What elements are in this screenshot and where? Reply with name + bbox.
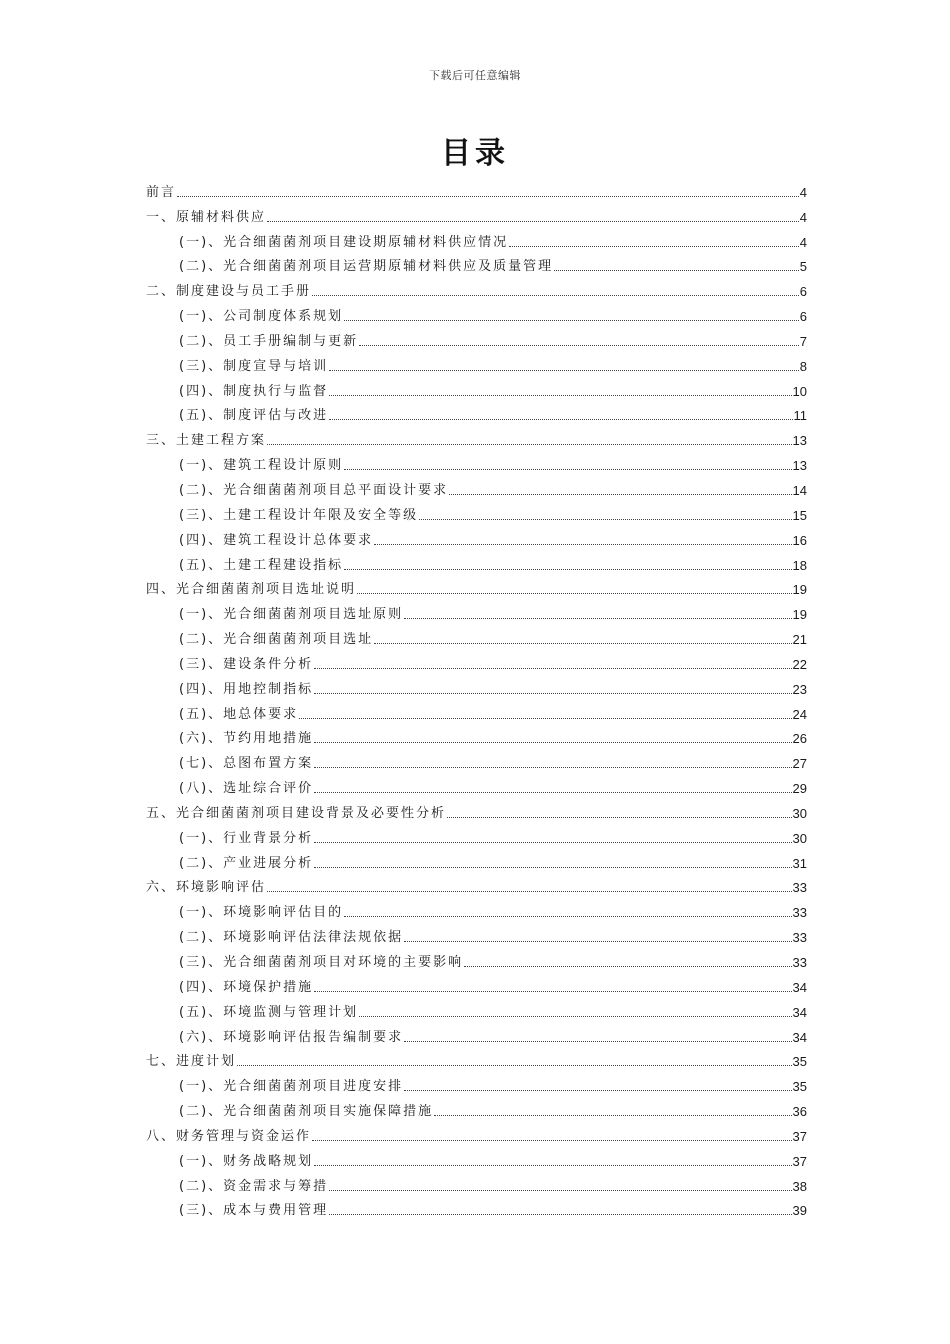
toc-section-entry[interactable]: [146, 996, 807, 1021]
toc-section-entry[interactable]: [146, 896, 807, 921]
toc-page-number: 35: [792, 1054, 807, 1070]
toc-dot-leader: [344, 916, 791, 917]
toc-title: 目录: [441, 136, 509, 171]
toc-entry-label: 一、原辅材料供应: [146, 209, 267, 225]
toc-page-number: 6: [799, 309, 807, 325]
toc-page-number: 19: [792, 582, 807, 598]
toc-page-number: 13: [792, 433, 807, 449]
toc-dot-leader: [447, 817, 792, 818]
toc-section-entry[interactable]: [146, 400, 807, 425]
toc-entry-label: 四、光合细菌菌剂项目选址说明: [146, 582, 357, 598]
toc-entry-label: (四)、环境保护措施: [179, 979, 314, 995]
toc-entry-label: 七、进度计划: [146, 1054, 237, 1070]
toc-entry-label: (三)、制度宣导与培训: [179, 358, 329, 374]
toc-entry-label: (一)、光合细菌菌剂项目建设期原辅材料供应情况: [179, 234, 509, 250]
toc-dot-leader: [329, 370, 799, 371]
toc-entry-label: 六、环境影响评估: [146, 880, 267, 896]
toc-page-number: 26: [792, 731, 807, 747]
toc-entry-label: 五、光合细菌菌剂项目建设背景及必要性分析: [146, 805, 447, 821]
toc-dot-leader: [329, 419, 792, 420]
toc-dot-leader: [374, 643, 791, 644]
toc-page-number: 34: [792, 1004, 807, 1020]
toc-dot-leader: [314, 842, 791, 843]
toc-entry-label: (二)、光合细菌菌剂项目选址: [179, 632, 374, 648]
toc-section-entry[interactable]: [146, 1195, 807, 1220]
toc-page-number: 11: [793, 408, 807, 424]
toc-dot-leader: [314, 742, 791, 743]
toc-page-number: 13: [792, 458, 807, 474]
toc-entry-label: (三)、光合细菌菌剂项目对环境的主要影响: [179, 955, 464, 970]
toc-page-number: 4: [799, 184, 807, 200]
toc-entry-label: (二)、资金需求与筹措: [179, 1178, 329, 1194]
toc-section-entry[interactable]: [146, 673, 807, 698]
toc-section-entry[interactable]: [146, 598, 807, 623]
toc-section-entry[interactable]: [146, 747, 807, 772]
toc-section-entry[interactable]: [146, 375, 807, 400]
toc-chapter-entry[interactable]: [146, 797, 807, 822]
toc-section-entry[interactable]: [146, 1021, 807, 1046]
toc-entry-label: (四)、建筑工程设计总体要求: [179, 532, 374, 548]
toc-page-number: 33: [792, 905, 807, 921]
toc-page-number: 34: [792, 1029, 807, 1045]
toc-page-number: 36: [792, 1104, 807, 1120]
toc-chapter-entry[interactable]: [146, 872, 807, 897]
toc-entry-label: (二)、光合细菌菌剂项目总平面设计要求: [179, 482, 449, 498]
toc-dot-leader: [449, 494, 791, 495]
toc-entry-label: 三、土建工程方案: [146, 433, 267, 449]
toc-dot-leader: [464, 966, 791, 967]
toc-section-entry[interactable]: [146, 449, 807, 474]
toc-entry-label: (五)、制度评估与改进: [179, 408, 329, 424]
toc-entry-label: (一)、光合细菌菌剂项目选址原则: [179, 607, 404, 623]
toc-entry-label: (三)、土建工程设计年限及安全等级: [179, 507, 419, 523]
toc-dot-leader: [314, 1165, 791, 1166]
toc-section-entry[interactable]: [146, 946, 807, 971]
toc-entry-label: (二)、环境影响评估法律法规依据: [179, 930, 404, 946]
toc-entry-label: (一)、财务战略规划: [179, 1153, 314, 1169]
toc-entry-label: (二)、光合细菌菌剂项目运营期原辅材料供应及质量管理: [179, 259, 554, 275]
toc-entry-label: (二)、光合细菌菌剂项目实施保障措施: [179, 1104, 434, 1120]
toc-page-number: 4: [799, 234, 807, 250]
toc-page-number: 31: [792, 855, 807, 871]
toc-section-entry[interactable]: [146, 1170, 807, 1195]
toc-section-entry[interactable]: [146, 623, 807, 648]
toc-section-entry[interactable]: [146, 350, 807, 375]
toc-entry-label: (四)、用地控制指标: [179, 681, 314, 697]
toc-dot-leader: [344, 469, 791, 470]
toc-page-number: 19: [792, 607, 807, 623]
toc-page-number: 30: [792, 830, 807, 846]
toc-page-number: 29: [792, 781, 807, 797]
toc-page-number: 39: [792, 1203, 807, 1219]
toc-page-number: 21: [792, 632, 807, 648]
toc-dot-leader: [314, 792, 791, 793]
toc-entry-label: (四)、制度执行与监督: [179, 383, 329, 399]
toc-page-number: 37: [792, 1153, 807, 1169]
toc-dot-leader: [329, 395, 791, 396]
toc-section-entry[interactable]: [146, 921, 807, 946]
toc-dot-leader: [299, 718, 791, 719]
toc-dot-leader: [329, 1214, 791, 1215]
toc-dot-leader: [419, 519, 791, 520]
toc-dot-leader: [314, 867, 791, 868]
toc-dot-leader: [509, 246, 799, 247]
toc-entry-label: (五)、土建工程建设指标: [179, 557, 344, 573]
toc-section-entry[interactable]: [146, 549, 807, 574]
toc-entry-label: (五)、环境监测与管理计划: [179, 1004, 359, 1020]
toc-dot-leader: [404, 1090, 791, 1091]
toc-chapter-entry[interactable]: [146, 275, 807, 300]
toc-section-entry[interactable]: [146, 847, 807, 872]
toc-entry-label: (六)、环境影响评估报告编制要求: [179, 1029, 404, 1045]
toc-dot-leader: [177, 196, 799, 197]
toc-dot-leader: [312, 295, 799, 296]
toc-entry-label: (一)、环境影响评估目的: [179, 905, 344, 921]
toc-entry-label: (一)、建筑工程设计原则: [179, 458, 344, 474]
toc-entry-label: (三)、成本与费用管理: [179, 1203, 329, 1219]
table-of-contents: [146, 176, 807, 1219]
toc-dot-leader: [404, 941, 791, 942]
toc-page-number: 33: [792, 930, 807, 946]
toc-page-number: 10: [792, 383, 807, 399]
toc-dot-leader: [344, 569, 791, 570]
toc-dot-leader: [344, 320, 799, 321]
toc-section-entry[interactable]: [146, 772, 807, 797]
toc-dot-leader: [404, 618, 791, 619]
toc-section-entry[interactable]: [146, 1070, 807, 1095]
toc-section-entry[interactable]: [146, 325, 807, 350]
page-header-note: 下载后可任意编辑: [429, 69, 521, 82]
toc-entry-label: (二)、产业进展分析: [179, 855, 314, 871]
toc-section-entry[interactable]: [146, 971, 807, 996]
toc-entry-label: (一)、公司制度体系规划: [179, 309, 344, 325]
toc-section-entry[interactable]: [146, 723, 807, 748]
toc-page-number: 16: [792, 532, 807, 548]
toc-entry-label: 前言: [146, 184, 177, 200]
toc-dot-leader: [404, 1041, 791, 1042]
toc-entry-label: 二、制度建设与员工手册: [146, 284, 312, 300]
toc-dot-leader: [329, 1190, 791, 1191]
toc-dot-leader: [374, 544, 791, 545]
toc-dot-leader: [357, 593, 792, 594]
toc-page-number: 5: [799, 259, 807, 275]
toc-chapter-entry[interactable]: [146, 1046, 807, 1071]
toc-section-entry[interactable]: [146, 698, 807, 723]
toc-dot-leader: [314, 767, 791, 768]
toc-chapter-entry[interactable]: [146, 1120, 807, 1145]
toc-dot-leader: [359, 1016, 791, 1017]
toc-section-entry[interactable]: [146, 524, 807, 549]
toc-page-number: 30: [792, 805, 807, 821]
toc-page-number: 37: [792, 1128, 807, 1144]
toc-page-number: 22: [792, 656, 807, 672]
toc-entry-label: (一)、行业背景分析: [179, 830, 314, 846]
toc-page-number: 18: [792, 557, 807, 573]
toc-page-number: 35: [792, 1079, 807, 1095]
toc-page-number: 7: [799, 333, 807, 349]
toc-page-number: 14: [792, 482, 807, 498]
toc-dot-leader: [267, 891, 792, 892]
toc-dot-leader: [267, 444, 792, 445]
toc-dot-leader: [314, 991, 791, 992]
toc-page-number: 4: [799, 209, 807, 225]
toc-page-number: 24: [792, 706, 807, 722]
toc-section-entry[interactable]: [146, 499, 807, 524]
toc-entry-label: (五)、地总体要求: [179, 706, 299, 722]
toc-entry-label: 八、财务管理与资金运作: [146, 1128, 312, 1144]
toc-section-entry[interactable]: [146, 822, 807, 847]
toc-page-number: 15: [792, 507, 807, 523]
toc-section-entry[interactable]: [146, 1095, 807, 1120]
toc-entry-label: (六)、节约用地措施: [179, 731, 314, 747]
toc-section-entry[interactable]: [146, 251, 807, 276]
toc-section-entry[interactable]: [146, 474, 807, 499]
toc-chapter-entry[interactable]: [146, 201, 807, 226]
toc-page-number: 27: [792, 756, 807, 772]
toc-entry-label: (三)、建设条件分析: [179, 656, 314, 672]
toc-dot-leader: [434, 1115, 791, 1116]
toc-page-number: 38: [792, 1178, 807, 1194]
toc-dot-leader: [312, 1140, 792, 1141]
toc-dot-leader: [314, 668, 791, 669]
toc-dot-leader: [314, 693, 791, 694]
toc-chapter-entry[interactable]: [146, 574, 807, 599]
toc-dot-leader: [237, 1065, 792, 1066]
toc-section-entry[interactable]: [146, 1145, 807, 1170]
toc-page-number: 34: [792, 979, 807, 995]
toc-section-entry[interactable]: [146, 648, 807, 673]
toc-chapter-entry[interactable]: [146, 424, 807, 449]
toc-section-entry[interactable]: [146, 226, 807, 251]
toc-page-number: 6: [799, 284, 807, 300]
toc-dot-leader: [554, 270, 799, 271]
toc-entry-label: (八)、选址综合评价: [179, 781, 314, 797]
toc-page-number: 33: [792, 880, 807, 896]
toc-page-number: 23: [792, 681, 807, 697]
toc-entry-label: (一)、光合细菌菌剂项目进度安排: [179, 1079, 404, 1095]
toc-section-entry[interactable]: [146, 300, 807, 325]
toc-dot-leader: [359, 345, 799, 346]
toc-entry-label: (七)、总图布置方案: [179, 756, 314, 772]
toc-chapter-entry[interactable]: [146, 176, 807, 201]
toc-page-number: 8: [799, 358, 807, 374]
toc-page-number: 33: [792, 955, 807, 970]
toc-entry-label: (二)、员工手册编制与更新: [179, 333, 359, 349]
toc-dot-leader: [267, 221, 799, 222]
